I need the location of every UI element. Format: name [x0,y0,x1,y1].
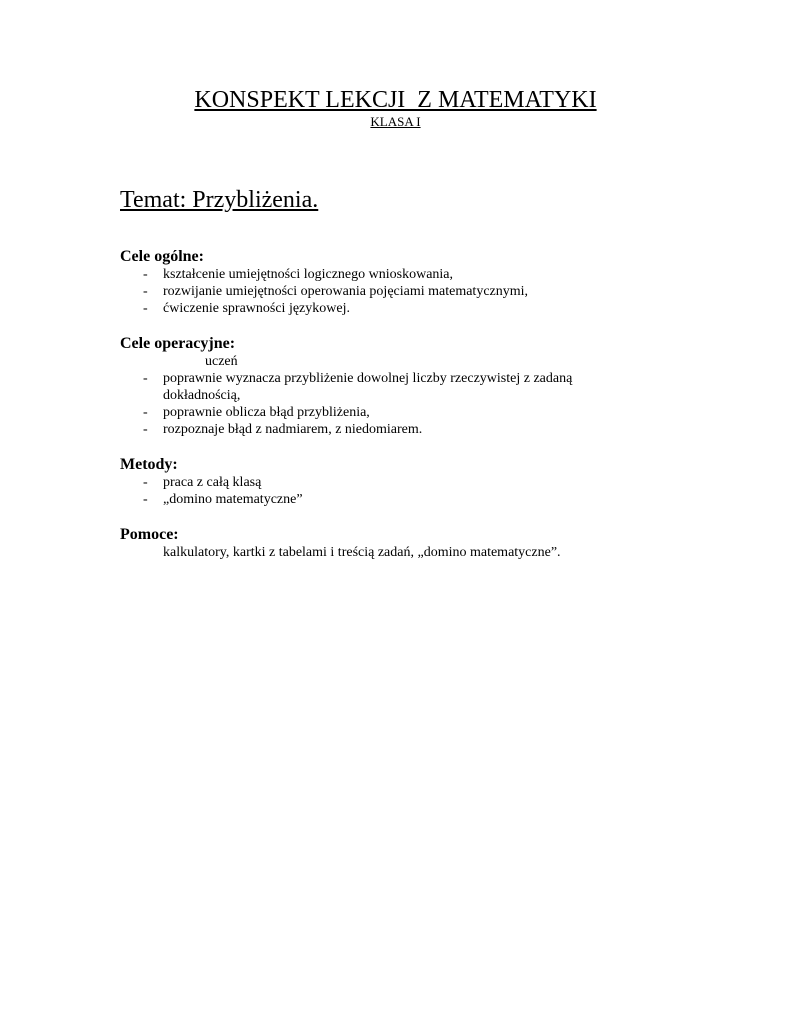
document-title: KONSPEKT LEKCJI Z MATEMATYKI [194,87,597,113]
list-bullet: - [143,475,148,490]
list-bullet: - [143,422,148,437]
aids-text: kalkulatory, kartki z tabelami i treścią zadań, „domino matematyczne”. [163,545,561,560]
section-heading-methods: Metody: [120,456,178,473]
list-item-text: rozwijanie umiejętności operowania pojęciami matematycznymi, [163,284,529,299]
list-item-text: poprawnie oblicza błąd przybliżenia, [163,405,370,420]
general-goals-list [120,266,680,317]
list-bullet: - [143,405,148,420]
list-bullet: - [143,301,148,316]
methods-list [120,474,680,508]
list-item [120,266,633,283]
list-item [120,283,633,300]
section-methods [120,456,680,508]
list-bullet: - [143,284,148,299]
list-item-text: rozpoznaje błąd z nadmiarem, z niedomiarem. [163,422,423,437]
section-operational-goals [120,335,680,438]
list-item-text: „domino matematyczne” [163,492,303,507]
operational-goals-intro: uczeń [205,354,238,369]
section-general-goals [120,248,680,317]
lesson-plan-body [120,248,680,561]
list-item [120,300,633,317]
list-bullet: - [143,371,148,386]
list-bullet: - [143,492,148,507]
section-heading-operational-goals: Cele operacyjne: [120,335,236,352]
list-item-text: praca z całą klasą [163,475,262,490]
lesson-topic: Temat: Przybliżenia. [120,187,319,213]
list-item-text: kształcenie umiejętności logicznego wnioskowania, [163,267,454,282]
section-heading-general-goals: Cele ogólne: [120,248,204,265]
list-item [120,474,633,491]
list-item-text: poprawnie wyznacza przybliżenie dowolnej liczby rzeczywistej z zadaną dokładnością, [163,371,573,403]
list-item-text: ćwiczenie sprawności językowej. [163,301,350,316]
list-item [120,370,633,404]
list-bullet: - [143,267,148,282]
class-label: KLASA I [370,114,421,129]
list-item [120,421,633,438]
section-heading-aids: Pomoce: [120,526,179,543]
list-item [120,491,633,508]
section-aids [120,526,680,561]
list-item [120,404,633,421]
operational-goals-list [120,370,680,438]
